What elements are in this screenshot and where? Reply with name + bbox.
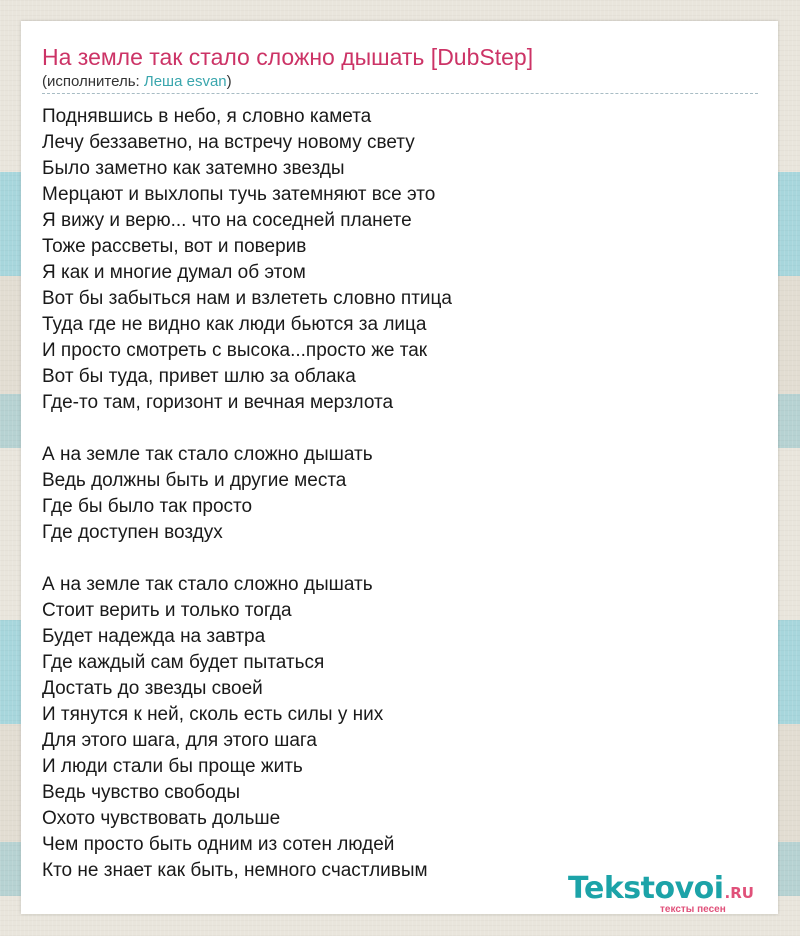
lyric-line: Лечу беззаветно, на встречу новому свету — [42, 132, 415, 153]
lyrics-card — [21, 21, 778, 914]
artist-prefix: (исполнитель: — [42, 73, 144, 90]
lyrics-text — [42, 104, 758, 910]
lyric-line: Будет надежда на завтра — [42, 626, 266, 647]
lyric-line: И просто смотреть с высока...просто же так — [42, 340, 428, 361]
artist-link[interactable]: Леша esvan — [143, 73, 227, 90]
stanza — [42, 104, 758, 416]
lyric-line: Где доступен воздух — [42, 522, 223, 543]
stanza — [42, 572, 758, 884]
lyric-line: Вот бы забыться нам и взлететь словно птица — [42, 288, 452, 309]
lyric-line: Где бы было так просто — [42, 496, 253, 517]
site-logo[interactable] — [568, 871, 773, 913]
lyric-line: Кто не знает как быть, немного счастливым — [42, 860, 428, 881]
lyric-line: Стоит верить и только тогда — [42, 600, 292, 621]
logo-name: Tekstovoi — [568, 871, 724, 906]
artist-line — [42, 73, 232, 91]
lyric-line: Поднявшись в небо, я словно камета — [42, 106, 372, 127]
logo-tagline: тексты песен — [660, 904, 726, 915]
lyric-line: И люди стали бы проще жить — [42, 756, 303, 777]
lyric-line: Туда где не видно как люди бьются за лица — [42, 314, 427, 335]
lyric-line: Где каждый сам будет пытаться — [42, 652, 325, 673]
lyric-line: Ведь чувство свободы — [42, 782, 241, 803]
logo-tld: .RU — [724, 884, 754, 902]
lyric-line: Тоже рассветы, вот и поверив — [42, 236, 307, 257]
lyric-line: Я вижу и верю... что на соседней планете — [42, 210, 412, 231]
lyric-line: А на земле так стало сложно дышать — [42, 574, 373, 595]
lyric-line: Ведь должны быть и другие места — [42, 470, 347, 491]
artist-suffix: ) — [226, 73, 232, 90]
lyric-line: Мерцают и выхлопы тучь затемняют все это — [42, 184, 436, 205]
header-divider — [42, 93, 758, 94]
lyric-line: И тянутся к ней, сколь есть силы у них — [42, 704, 384, 725]
lyric-line: Вот бы туда, привет шлю за облака — [42, 366, 356, 387]
lyric-line: Достать до звезды своей — [42, 678, 263, 699]
lyric-line: А на земле так стало сложно дышать — [42, 444, 373, 465]
song-title: На земле так стало сложно дышать [DubStep] — [42, 44, 534, 70]
lyric-line: Охото чувствовать дольше — [42, 808, 281, 829]
lyric-line: Я как и многие думал об этом — [42, 262, 306, 283]
stanza — [42, 442, 758, 546]
lyric-line: Для этого шага, для этого шага — [42, 730, 317, 751]
lyric-line: Было заметно как затемно звезды — [42, 158, 345, 179]
lyric-line: Где-то там, горизонт и вечная мерзлота — [42, 392, 394, 413]
lyric-line: Чем просто быть одним из сотен людей — [42, 834, 395, 855]
